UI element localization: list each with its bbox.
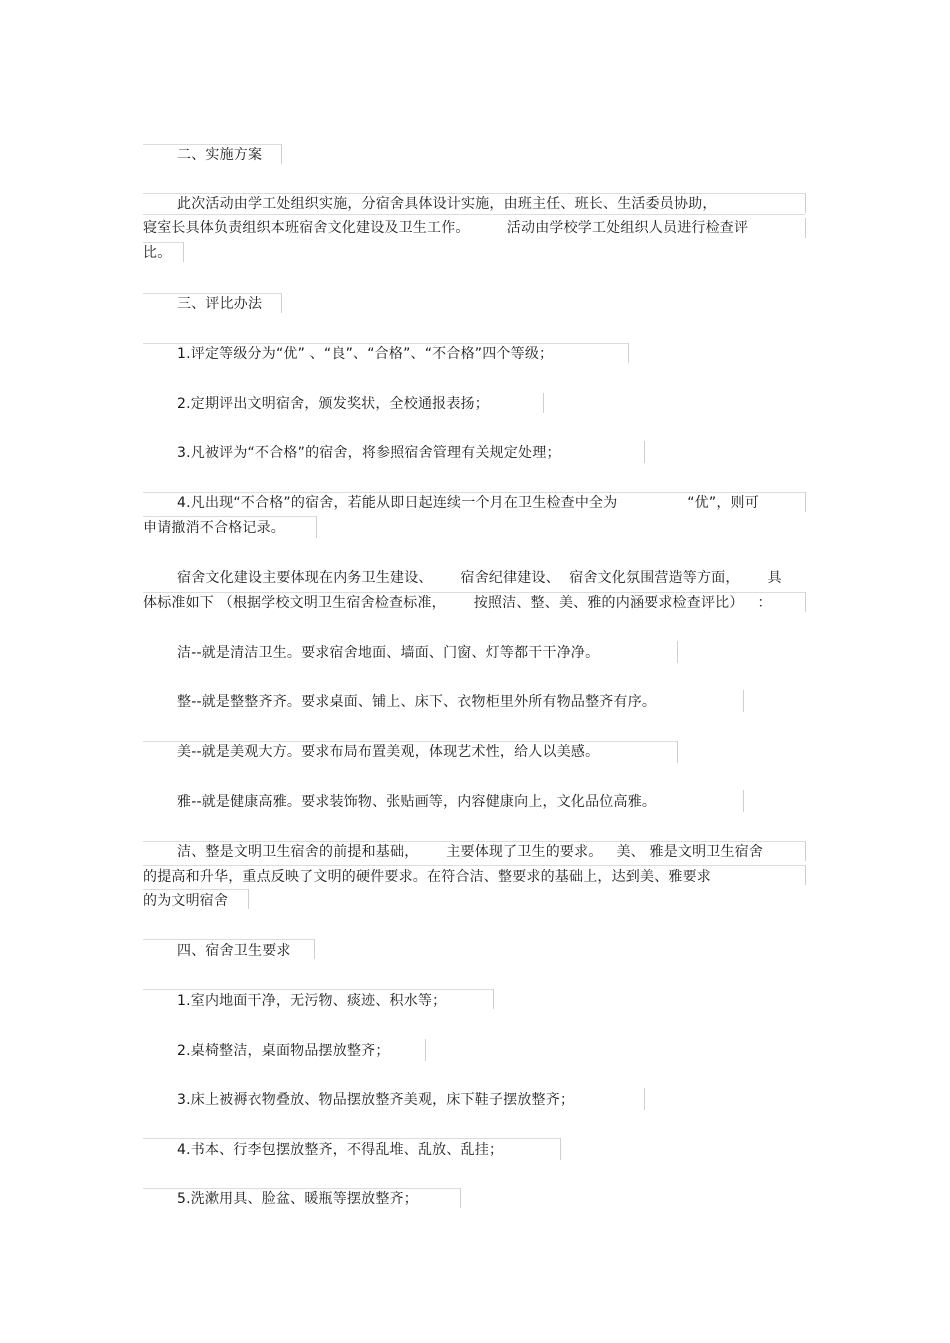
frame-rule [425, 1039, 426, 1061]
paragraph-line: 此次活动由学工处组织实施，分宿舍具体设计实施，由班主任、班长、生活委员协助， [177, 196, 717, 212]
list-item: 2.定期评出文明宿舍，颁发奖状，全校通报表扬； [177, 396, 489, 412]
frame-rule [143, 144, 281, 145]
standard-item: 整--就是整整齐齐。要求桌面、铺上、床下、衣物柜里外所有物品整齐有序。 [177, 694, 657, 710]
frame-rule [143, 242, 183, 243]
frame-rule [743, 690, 744, 712]
frame-rule [493, 989, 494, 1009]
frame-rule [143, 1188, 460, 1189]
list-item: 4.凡出现“不合格”的宿舍，若能从即日起连续一个月在卫生检查中全为 “优”，则可 [177, 495, 759, 511]
frame-rule [805, 492, 806, 512]
section-heading: 二、实施方案 [177, 147, 263, 163]
paragraph-line: 洁、整是文明卫生宿舍的前提和基础， 主要体现了卫生的要求。 美、 雅是文明卫生宿舍 [177, 844, 764, 860]
frame-rule [314, 939, 315, 959]
paragraph-line: 的为文明宿舍 [143, 893, 229, 909]
paragraph-line: 的提高和升华，重点反映了文明的硬件要求。在符合洁、整要求的基础上，达到美、雅要求 [143, 869, 711, 885]
frame-rule [143, 989, 493, 990]
frame-rule [143, 193, 805, 194]
frame-rule [143, 592, 805, 593]
frame-rule [143, 939, 314, 940]
standard-item: 美--就是美观大方。要求布局布置美观，体现艺术性，给人以美感。 [177, 744, 600, 760]
frame-rule [628, 343, 629, 363]
frame-rule [143, 889, 248, 890]
frame-rule [143, 741, 677, 742]
frame-rule [143, 492, 805, 493]
frame-rule [805, 592, 806, 612]
frame-rule [460, 1188, 461, 1208]
frame-rule [805, 841, 806, 861]
frame-rule [143, 214, 805, 215]
frame-rule [560, 1138, 561, 1160]
standard-item: 洁--就是清洁卫生。要求宿舍地面、墙面、门窗、灯等都干干净净。 [177, 645, 600, 661]
frame-rule [677, 641, 678, 663]
frame-rule [677, 741, 678, 763]
list-item: 5.洗漱用具、脸盆、暖瓶等摆放整齐； [177, 1191, 418, 1207]
list-item: 1.室内地面干净，无污物、痰迹、积水等； [177, 993, 447, 1009]
paragraph-line: 寝室长具体负责组织本班宿舍文化建设及卫生工作。 活动由学校学工处组织人员进行检查评 [143, 220, 749, 236]
paragraph-line: 宿舍文化建设主要体现在内务卫生建设、 宿舍纪律建设、 宿舍文化氛围营造等方面， 具 [177, 570, 782, 586]
frame-rule [143, 343, 628, 344]
list-item: 申请撤消不合格记录。 [143, 520, 285, 536]
frame-rule [805, 218, 806, 238]
frame-rule [143, 516, 316, 517]
frame-rule [248, 889, 249, 909]
standard-item: 雅--就是健康高雅。要求装饰物、张贴画等，内容健康向上，文化品位高雅。 [177, 794, 657, 810]
list-item: 2.桌椅整洁，桌面物品摆放整齐； [177, 1043, 390, 1059]
frame-rule [805, 193, 806, 213]
section-heading: 四、宿舍卫生要求 [177, 943, 291, 959]
frame-rule [143, 865, 805, 866]
list-item: 3.凡被评为“不合格”的宿舍，将参照宿舍管理有关规定处理； [177, 445, 561, 461]
frame-rule [644, 441, 645, 463]
frame-rule [143, 293, 281, 294]
frame-rule [143, 1138, 560, 1139]
frame-rule [543, 393, 544, 413]
paragraph-line: 体标准如下 （根据学校文明卫生宿舍检查标准， 按照洁、整、美、雅的内涵要求检查评比） ： [143, 595, 772, 611]
frame-rule [805, 865, 806, 885]
frame-rule [143, 841, 805, 842]
frame-rule [316, 516, 317, 538]
frame-rule [281, 144, 282, 164]
frame-rule [281, 293, 282, 313]
frame-rule [743, 790, 744, 812]
list-item: 1.评定等级分为“优” 、“良”、“合格”、“不合格”四个等级； [177, 346, 554, 362]
list-item: 4.书本、行李包摆放整齐，不得乱堆、乱放、乱挂； [177, 1142, 504, 1158]
frame-rule [183, 242, 184, 262]
section-heading: 三、评比办法 [177, 296, 263, 312]
list-item: 3.床上被褥衣物叠放、物品摆放整齐美观，床下鞋子摆放整齐； [177, 1092, 575, 1108]
frame-rule [644, 1088, 645, 1110]
paragraph-line: 比。 [143, 245, 172, 261]
